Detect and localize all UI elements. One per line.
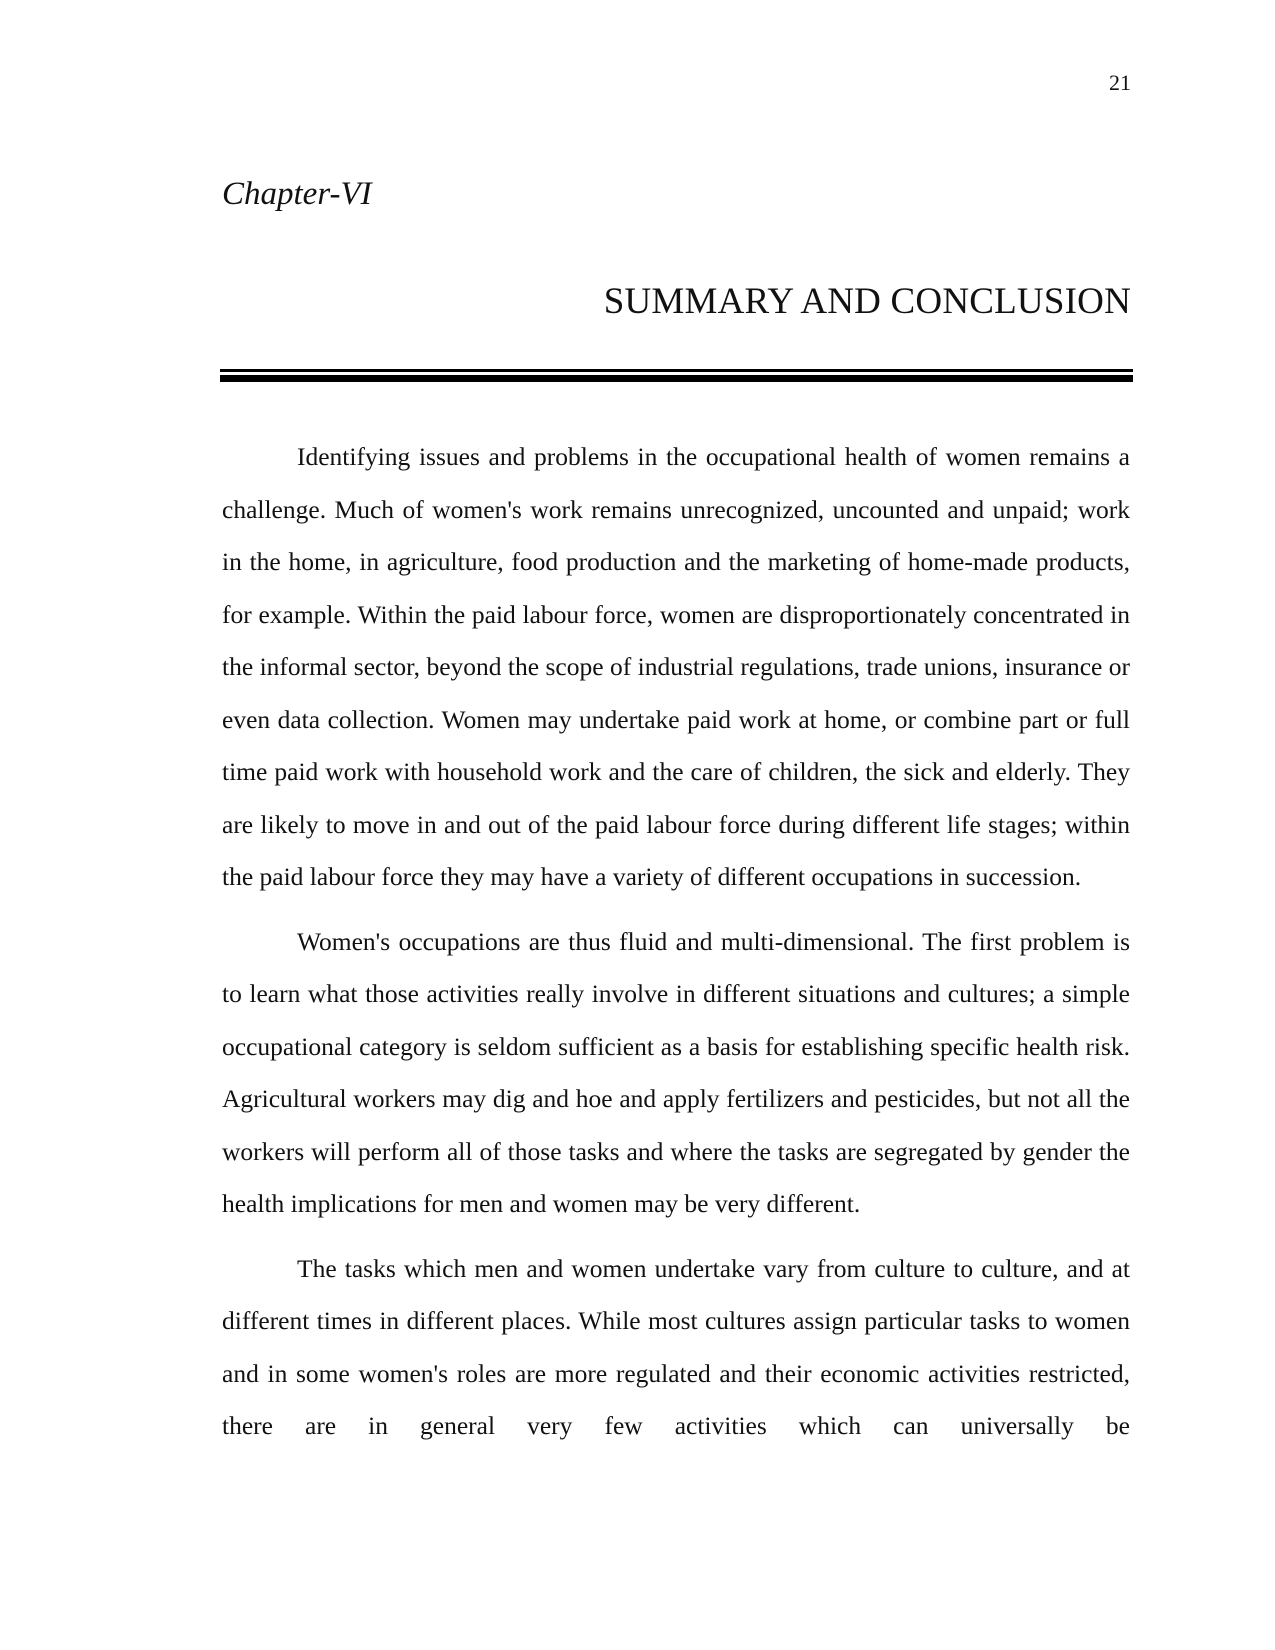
paragraph-2: Women's occupations are thus fluid and multi-dimensional. The first problem is to learn what those activities really involve in different situations and cultures; a simple occupational category is seldom sufficient as a basis for establishing specific health risk. Agricultural workers may dig and hoe and apply fertilizers and pesticides, but not all the workers will perform all of those tasks and where the tasks are segregated by gender the health implications for men and women may be very different.: [222, 926, 1130, 1218]
body-text: [222, 431, 1130, 1465]
title-divider: [220, 369, 1133, 382]
paragraph-1: Identifying issues and problems in the occupational health of women remains a challenge. Much of women's work remains unrecognized, uncounted and unpaid; work in the home, in agriculture, food production and the marketing of home-made products, for example. Within the paid labour force, women are disproportionately concentrated in the informal sector, beyond the scope of industrial regulations, trade unions, insurance or even data collection. Women may undertake paid work at home, or combine part or full time paid work with household work and the care of children, the sick and elderly. They are likely to move in and out of the paid labour force during different life stages; within the paid labour force they may have a variety of different occupations in succession.: [222, 442, 1130, 891]
paragraph-3: The tasks which men and women undertake vary from culture to culture, and at different times in different places. While most cultures assign particular tasks to women and in some women's roles are more regulated and their economic activities restricted, there are in general very few activities which can universally be: [222, 1253, 1130, 1440]
page-number: 21: [1109, 70, 1131, 95]
divider-thick-line: [220, 375, 1133, 382]
chapter-label: Chapter-VI: [222, 176, 372, 212]
chapter-title: SUMMARY AND CONCLUSION: [603, 281, 1131, 322]
